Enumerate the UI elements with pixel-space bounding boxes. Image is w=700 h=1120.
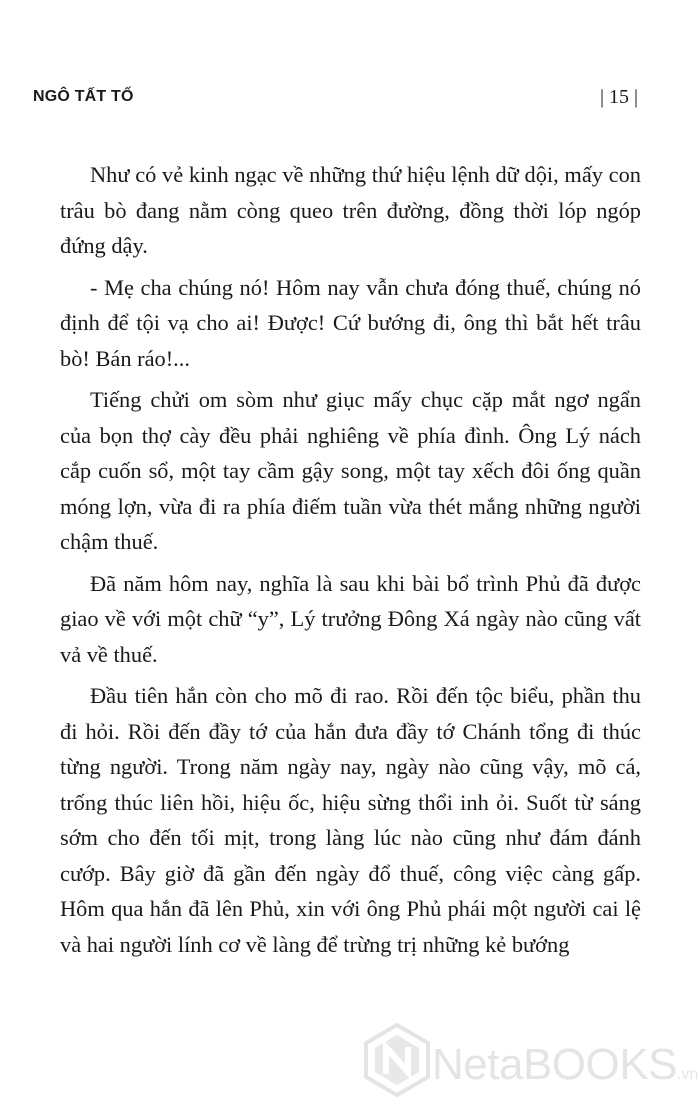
author-name: NGÔ TẤT TỐ	[33, 88, 134, 105]
paragraph: Đầu tiên hắn còn cho mõ đi rao. Rồi đến tộc biểu, phần thu đi hỏi. Rồi đến đầy tớ của hắn đưa đầy tớ Chánh tổng đi thúc từng người. Trong năm ngày nay, ngày nào cũng vậy, mõ cá, trống thúc liên hồi, hiệu ốc, hiệu sừng thổi inh ỏi. Suốt từ sáng sớm cho đến tối mịt, trong làng lúc nào cũng như đám đánh cướp. Bây giờ đã gần đến ngày đổ thuế, công việc càng gấp. Hôm qua hắn đã lên Phủ, xin với ông Phủ phái một người cai lệ và hai người lính cơ về làng để trừng trị những kẻ bướng	[60, 683, 641, 957]
paragraph: Như có vẻ kinh ngạc về những thứ hiệu lệnh dữ dội, mấy con trâu bò đang nằm còng queo trên đường, đồng thời lóp ngóp đứng dậy.	[60, 162, 641, 258]
page-header	[0, 88, 700, 112]
page-number: | 15 |	[599, 86, 638, 108]
body-text	[60, 157, 641, 968]
watermark-text	[432, 1040, 698, 1090]
paragraph: Đã năm hôm nay, nghĩa là sau khi bài bổ trình Phủ đã được giao về với một chữ “y”, Lý trưởng Đông Xá ngày nào cũng vất vả về thuế.	[60, 570, 641, 667]
watermark-brand: NetaBOOKS	[432, 1040, 677, 1089]
paragraph: Tiếng chửi om sòm như giục mấy chục cặp mắt ngơ ngẩn của bọn thợ cày đều phải nghiêng về phía đình. Ông Lý nách cắp cuốn sổ, một tay cầm gậy song, một tay xếch đôi ống quần móng lợn, vừa đi ra phía điếm tuần vừa thét mắng những người chậm thuế.	[60, 387, 641, 554]
paragraph: - Mẹ cha chúng nó! Hôm nay vẫn chưa đóng thuế, chúng nó định để tội vạ cho ai! Được! Cứ bướng đi, ông thì bắt hết trâu bò! Bán ráo!...	[60, 274, 641, 371]
watermark	[362, 1022, 699, 1102]
watermark-suffix: .vn	[676, 1066, 699, 1083]
netabooks-logo-icon	[362, 1022, 432, 1098]
